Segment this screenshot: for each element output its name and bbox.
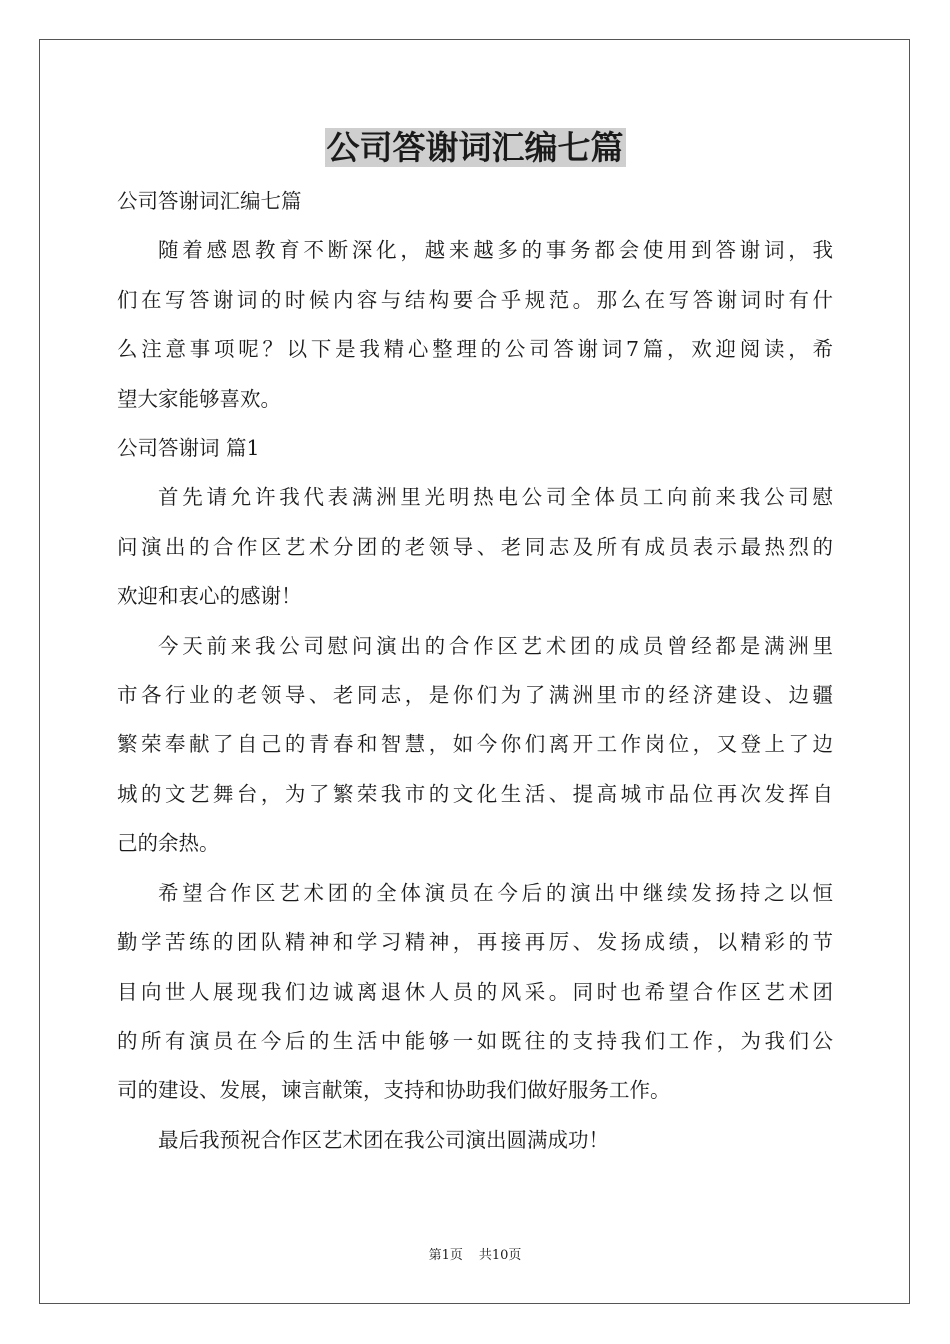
text-line: 勤学苦练的团队精神和学习精神，再接再厉、发扬成绩，以精彩的节	[117, 930, 833, 955]
text-line: 们在写答谢词的时候内容与结构要合乎规范。那么在写答谢词时有什	[117, 287, 833, 312]
text-line: 么注意事项呢？以下是我精心整理的公司答谢词7篇，欢迎阅读，希	[117, 337, 833, 362]
text-line: 望大家能够喜欢。	[117, 386, 281, 411]
page-total: 共10页	[478, 1248, 522, 1263]
text-line: 随着感恩教育不断深化，越来越多的事务都会使用到答谢词，我	[158, 238, 833, 263]
text-line: 最后我预祝合作区艺术团在我公司演出圆满成功！	[158, 1127, 609, 1152]
document-text	[117, 177, 833, 1165]
text-line: 司的建设、发展，谏言献策，支持和协助我们做好服务工作。	[117, 1078, 671, 1103]
text-line: 问演出的合作区艺术分团的老领导、老同志及所有成员表示最热烈的	[117, 534, 833, 559]
text-line: 的所有演员在今后的生活中能够一如既往的支持我们工作，为我们公	[117, 1028, 833, 1053]
text-line: 目向世人展现我们边诚离退休人员的风采。同时也希望合作区艺术团	[117, 979, 833, 1004]
text-line: 城的文艺舞台，为了繁荣我市的文化生活、提高城市品位再次发挥自	[117, 781, 833, 806]
page-number: 第1页	[428, 1248, 463, 1263]
text-line: 欢迎和衷心的感谢！	[117, 584, 302, 609]
text-line: 公司答谢词汇编七篇	[117, 189, 302, 213]
text-line: 公司答谢词 篇1	[117, 436, 260, 461]
text-line: 今天前来我公司慰问演出的合作区艺术团的成员曾经都是满洲里	[158, 633, 833, 658]
document-title	[117, 124, 833, 172]
text-line: 首先请允许我代表满洲里光明热电公司全体员工向前来我公司慰	[158, 485, 833, 510]
text-line: 希望合作区艺术团的全体演员在今后的演出中继续发扬持之以恒	[158, 880, 833, 905]
document-title-text: 公司答谢词汇编七篇	[326, 128, 624, 167]
text-line: 市各行业的老领导、老同志，是你们为了满洲里市的经济建设、边疆	[117, 683, 833, 708]
text-line: 繁荣奉献了自己的青春和智慧，如今你们离开工作岗位，又登上了边	[117, 732, 833, 757]
text-line: 己的余热。	[117, 831, 220, 856]
page-footer	[0, 1247, 950, 1265]
